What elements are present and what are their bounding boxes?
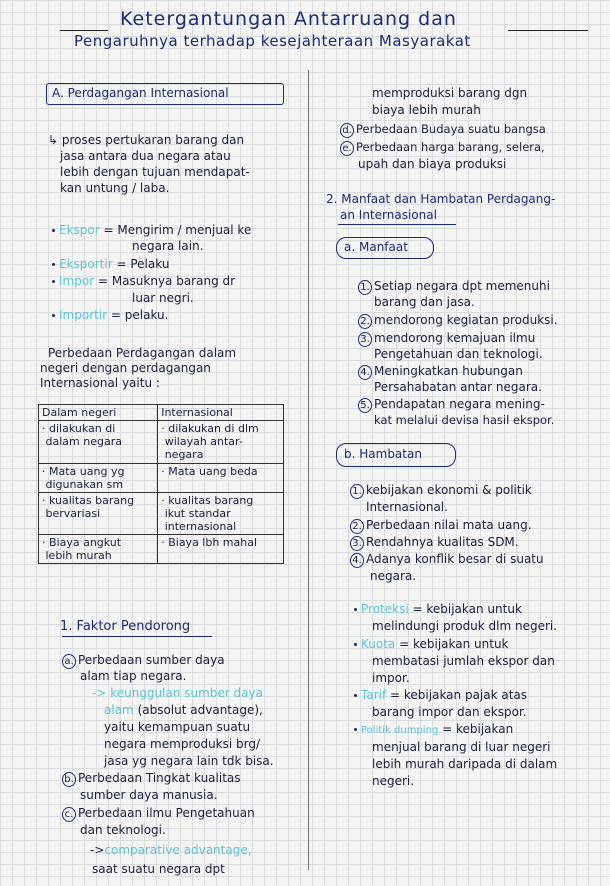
- policy-line: negeri.: [372, 774, 415, 788]
- manfaat-item-line: barang dan jasa.: [374, 295, 475, 309]
- manfaat-item-line: kat melalui devisa hasil ekspor.: [374, 413, 555, 427]
- table-row: [39, 535, 284, 564]
- manfaat-item: 4. Meningkatkan hubungan: [358, 364, 523, 380]
- policy-line: barang impor dan ekspor.: [372, 705, 527, 719]
- hambatan-item: 3. Rendahnya kualitas SDM.: [350, 535, 519, 551]
- manfaat-item-line: Persahabatan antar negara.: [374, 380, 542, 394]
- policy-kuota: Kuota = kebijakan untuk: [354, 637, 509, 651]
- diff-heading: negeri dengan perdagangan: [40, 361, 211, 375]
- factor-e: e. Perbedaan harga barang, selera,: [340, 140, 545, 156]
- manfaat-item: 1. Setiap negara dpt memenuhi: [358, 279, 550, 295]
- term-impor: Impor = Masuknya barang dr: [52, 274, 235, 288]
- comparative-advantage-line: saat suatu negara dpt: [92, 862, 225, 876]
- factor-a: a. Perbedaan sumber daya: [62, 653, 225, 669]
- policy-line: membatasi jumlah ekspor dan: [372, 654, 555, 668]
- absolut-advantage-line: -> keunggulan sumber daya: [92, 686, 263, 700]
- title-rule-left: [60, 30, 108, 31]
- column-divider: [308, 70, 309, 870]
- table-row: [39, 421, 284, 464]
- term-eksportir: Eksportir = Pelaku: [52, 257, 169, 271]
- manfaat-item: 5. Pendapatan negara mening-: [358, 397, 545, 413]
- factor-c-line: dan teknologi.: [80, 823, 166, 837]
- hambatan-item: 2. Perbedaan nilai mata uang.: [350, 518, 532, 534]
- page-subtitle: Pengaruhnya terhadap kesejahteraan Masyarakat: [74, 32, 471, 50]
- table-header-row: [39, 405, 284, 421]
- factor-c: c. Perbedaan ilmu Pengetahuan: [62, 806, 255, 822]
- term-ekspor: Ekspor = Mengirim / menjual ke: [52, 223, 251, 237]
- policy-line: melindungi produk dlm negeri.: [372, 619, 558, 633]
- factor-heading: 1. Faktor Pendorong: [60, 619, 191, 634]
- definition-line: ↳ proses pertukaran barang dan: [48, 133, 245, 147]
- manfaat-item: 2. mendorong kegiatan produksi.: [358, 313, 558, 329]
- definition-line: jasa antara dua negara atau: [60, 149, 231, 163]
- policy-line: lebih murah daripada di dalam: [372, 757, 558, 771]
- term-importir: Importir = pelaku.: [52, 308, 168, 322]
- term-ekspor-def: negara lain.: [132, 239, 204, 253]
- title-rule-right: [508, 30, 588, 31]
- table-cell: · Biaya angkut lebih murah: [39, 535, 158, 564]
- section-2-underline: [338, 224, 456, 225]
- hambatan-item-line: Internasional.: [366, 500, 448, 514]
- table-header: Dalam negeri: [39, 405, 158, 421]
- manfaat-label: a. Manfaat: [344, 240, 408, 254]
- diff-heading: Perbedaan Perdagangan dalam: [48, 346, 237, 360]
- table-cell: · Mata uang yg digunakan sm: [39, 464, 158, 493]
- policy-dumping: Politik dumping = kebijakan: [354, 722, 513, 738]
- hambatan-label: b. Hambatan: [344, 447, 422, 461]
- hambatan-item: 1. kebijakan ekonomi & politik: [350, 483, 532, 499]
- absolut-advantage-line: negara memproduksi brg/: [104, 737, 261, 751]
- table-header: Internasional: [158, 405, 284, 421]
- absolut-advantage-line: yaitu kemampuan suatu: [104, 720, 251, 734]
- factor-heading-underline: [62, 636, 212, 637]
- factor-d: d. Perbedaan Budaya suatu bangsa: [340, 122, 546, 138]
- factor-a-line: alam tiap negara.: [80, 669, 187, 683]
- table-cell: · kualitas barang ikut standar internasional: [158, 493, 284, 535]
- table-cell: · dilakukan di dalam negara: [39, 421, 158, 464]
- comparison-table: [38, 404, 284, 564]
- section-a-heading: A. Perdagangan Internasional: [52, 86, 229, 100]
- section-2-heading: an Internasional: [340, 208, 437, 222]
- hambatan-item: 4. Adanya konflik besar di suatu: [350, 552, 544, 568]
- right-cont-line: memproduksi barang dgn: [372, 86, 528, 100]
- manfaat-item-line: Pengetahuan dan teknologi.: [374, 347, 543, 361]
- table-cell: · Mata uang beda: [158, 464, 284, 493]
- right-cont-line: biaya lebih murah: [372, 103, 481, 117]
- factor-b-line: sumber daya manusia.: [80, 788, 218, 802]
- table-cell: · kualitas barang bervariasi: [39, 493, 158, 535]
- factor-e-line: upah dan biaya produksi: [358, 157, 507, 171]
- definition-line: lebih dengan tujuan mendapat-: [60, 165, 250, 179]
- table-row: [39, 464, 284, 493]
- definition-line: kan untung / laba.: [60, 181, 170, 195]
- page-title: Ketergantungan Antarruang dan: [120, 8, 457, 30]
- comparative-advantage-line: ->comparative advantage,: [90, 843, 252, 857]
- absolut-advantage-line: jasa yg negara lain tdk bisa.: [104, 754, 274, 768]
- factor-b: b. Perbedaan Tingkat kualitas: [62, 771, 241, 787]
- term-impor-def: luar negri.: [132, 291, 194, 305]
- table-cell: · dilakukan di dlm wilayah antar- negara: [158, 421, 284, 464]
- table-cell: · Biaya lbh mahal: [158, 535, 284, 564]
- hambatan-item-line: negara.: [370, 569, 417, 583]
- policy-line: menjual barang di luar negeri: [372, 740, 551, 754]
- section-2-heading: 2. Manfaat dan Hambatan Perdagang-: [326, 192, 556, 206]
- manfaat-item: 3. mendorong kemajuan ilmu: [358, 331, 535, 347]
- table-row: [39, 493, 284, 535]
- policy-proteksi: Proteksi = kebijakan untuk: [354, 602, 522, 616]
- absolut-advantage-line: alam (absolut advantage),: [104, 703, 263, 717]
- policy-tarif: Tarif = kebijakan pajak atas: [354, 688, 527, 702]
- policy-line: impor.: [372, 671, 410, 685]
- diff-heading: Internasional yaitu :: [40, 376, 160, 390]
